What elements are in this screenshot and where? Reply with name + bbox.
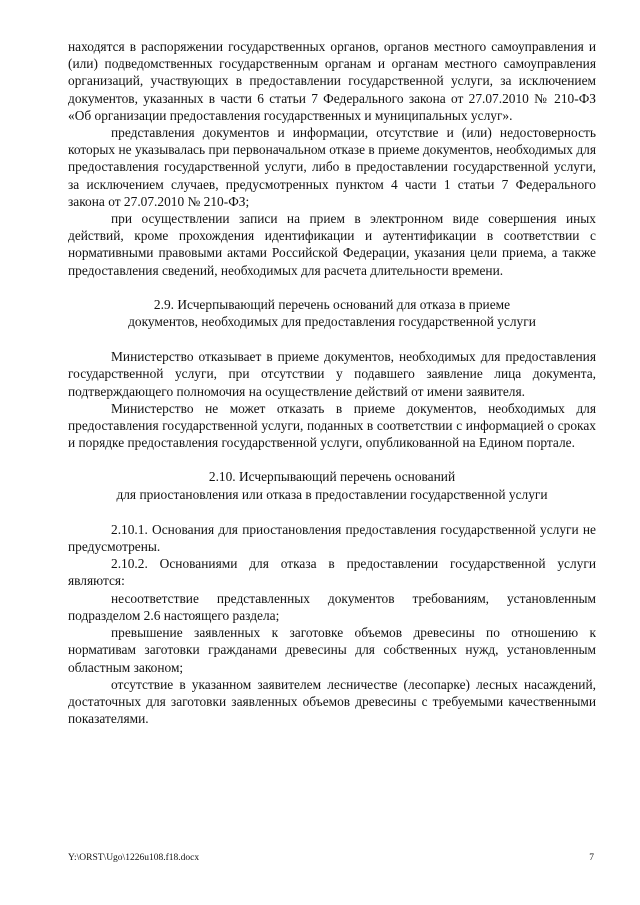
section-2-10-paragraph-4: превышение заявленных к заготовке объемов древесины по отношению к нормативам заготовки гражданами древесины для собственных нужд, установленным областным законом; [68, 625, 596, 675]
section-2-10-heading-line2: для приостановления или отказа в предоставлении государственной услуги [116, 486, 548, 502]
section-2-9-paragraph-1: Министерство отказывает в приеме документов, необходимых для предоставления государственной услуги, при отсутствии у подавшего заявление лица документа, подтверждающего полномочия на осуществление действий от имени заявителя. [68, 349, 596, 399]
section-2-9-heading [68, 296, 596, 330]
page-number: 7 [589, 853, 594, 863]
section-2-10-paragraph-1: 2.10.1. Основания для приостановления предоставления государственной услуги не предусмотрены. [68, 521, 596, 555]
section-2-9-paragraph-2: Министерство не может отказать в приеме документов, необходимых для предоставления государственной услуги, поданных в соответствии с информацией о сроках и порядке предоставления государственной услуги, опубликованной на Едином портале. [68, 400, 596, 451]
section-2-9-heading-line2: документов, необходимых для предоставления государственной услуги [128, 314, 536, 330]
footer-file-path: Y:\ORST\Ugo\1226u108.f18.docx [68, 853, 200, 863]
section-2-10-paragraph-2: 2.10.2. Основаниями для отказа в предоставлении государственной услуги являются: [68, 556, 596, 589]
section-2-10-paragraph-3: несоответствие представленных документов требованиям, установленным подразделом 2.6 настоящего раздела; [68, 590, 596, 623]
section-2-10-paragraph-5: отсутствие в указанном заявителем лесничестве (лесопарке) лесных насаждений, достаточных для заготовки заявленных объемов древесины с требуемыми качественными показателями. [68, 676, 596, 727]
section-2-10-heading-line1: 2.10. Исчерпывающий перечень оснований [208, 469, 456, 485]
section-2-9-heading-line1: 2.9. Исчерпывающий перечень оснований для отказа в приеме [153, 296, 511, 312]
document-page [68, 38, 596, 727]
paragraph-electronic-appointment: при осуществлении записи на прием в электронном виде совершения иных действий, кроме прохождения идентификации и аутентификации в соответствии с нормативными правовыми актами Российской Федерации, указания цели приема, а также предоставления сведений, необходимых для расчета длительности времени. [68, 211, 596, 278]
paragraph-documents-info: представления документов и информации, отсутствие и (или) недостоверность которых не указывалась при первоначальном отказе в приеме документов, необходимых для предоставления государственной услуги, либо в предоставлении государственной услуги, за исключением случаев, предусмотренных пунктом 4 части 1 статьи 7 Федерального закона от 27.07.2010 № 210-ФЗ; [68, 125, 596, 209]
section-2-10-heading [68, 468, 596, 502]
paragraph-continuation: находятся в распоряжении государственных органов, органов местного самоуправления и (или) подведомственных государственным органам и органам местного самоуправления организаций, участвующих в предоставлении государственной услуги, за исключением документов, указанных в части 6 статьи 7 Федерального закона от 27.07.2010 № 210-ФЗ «Об организации предоставления государственных и муниципальных услуг». [68, 39, 596, 123]
